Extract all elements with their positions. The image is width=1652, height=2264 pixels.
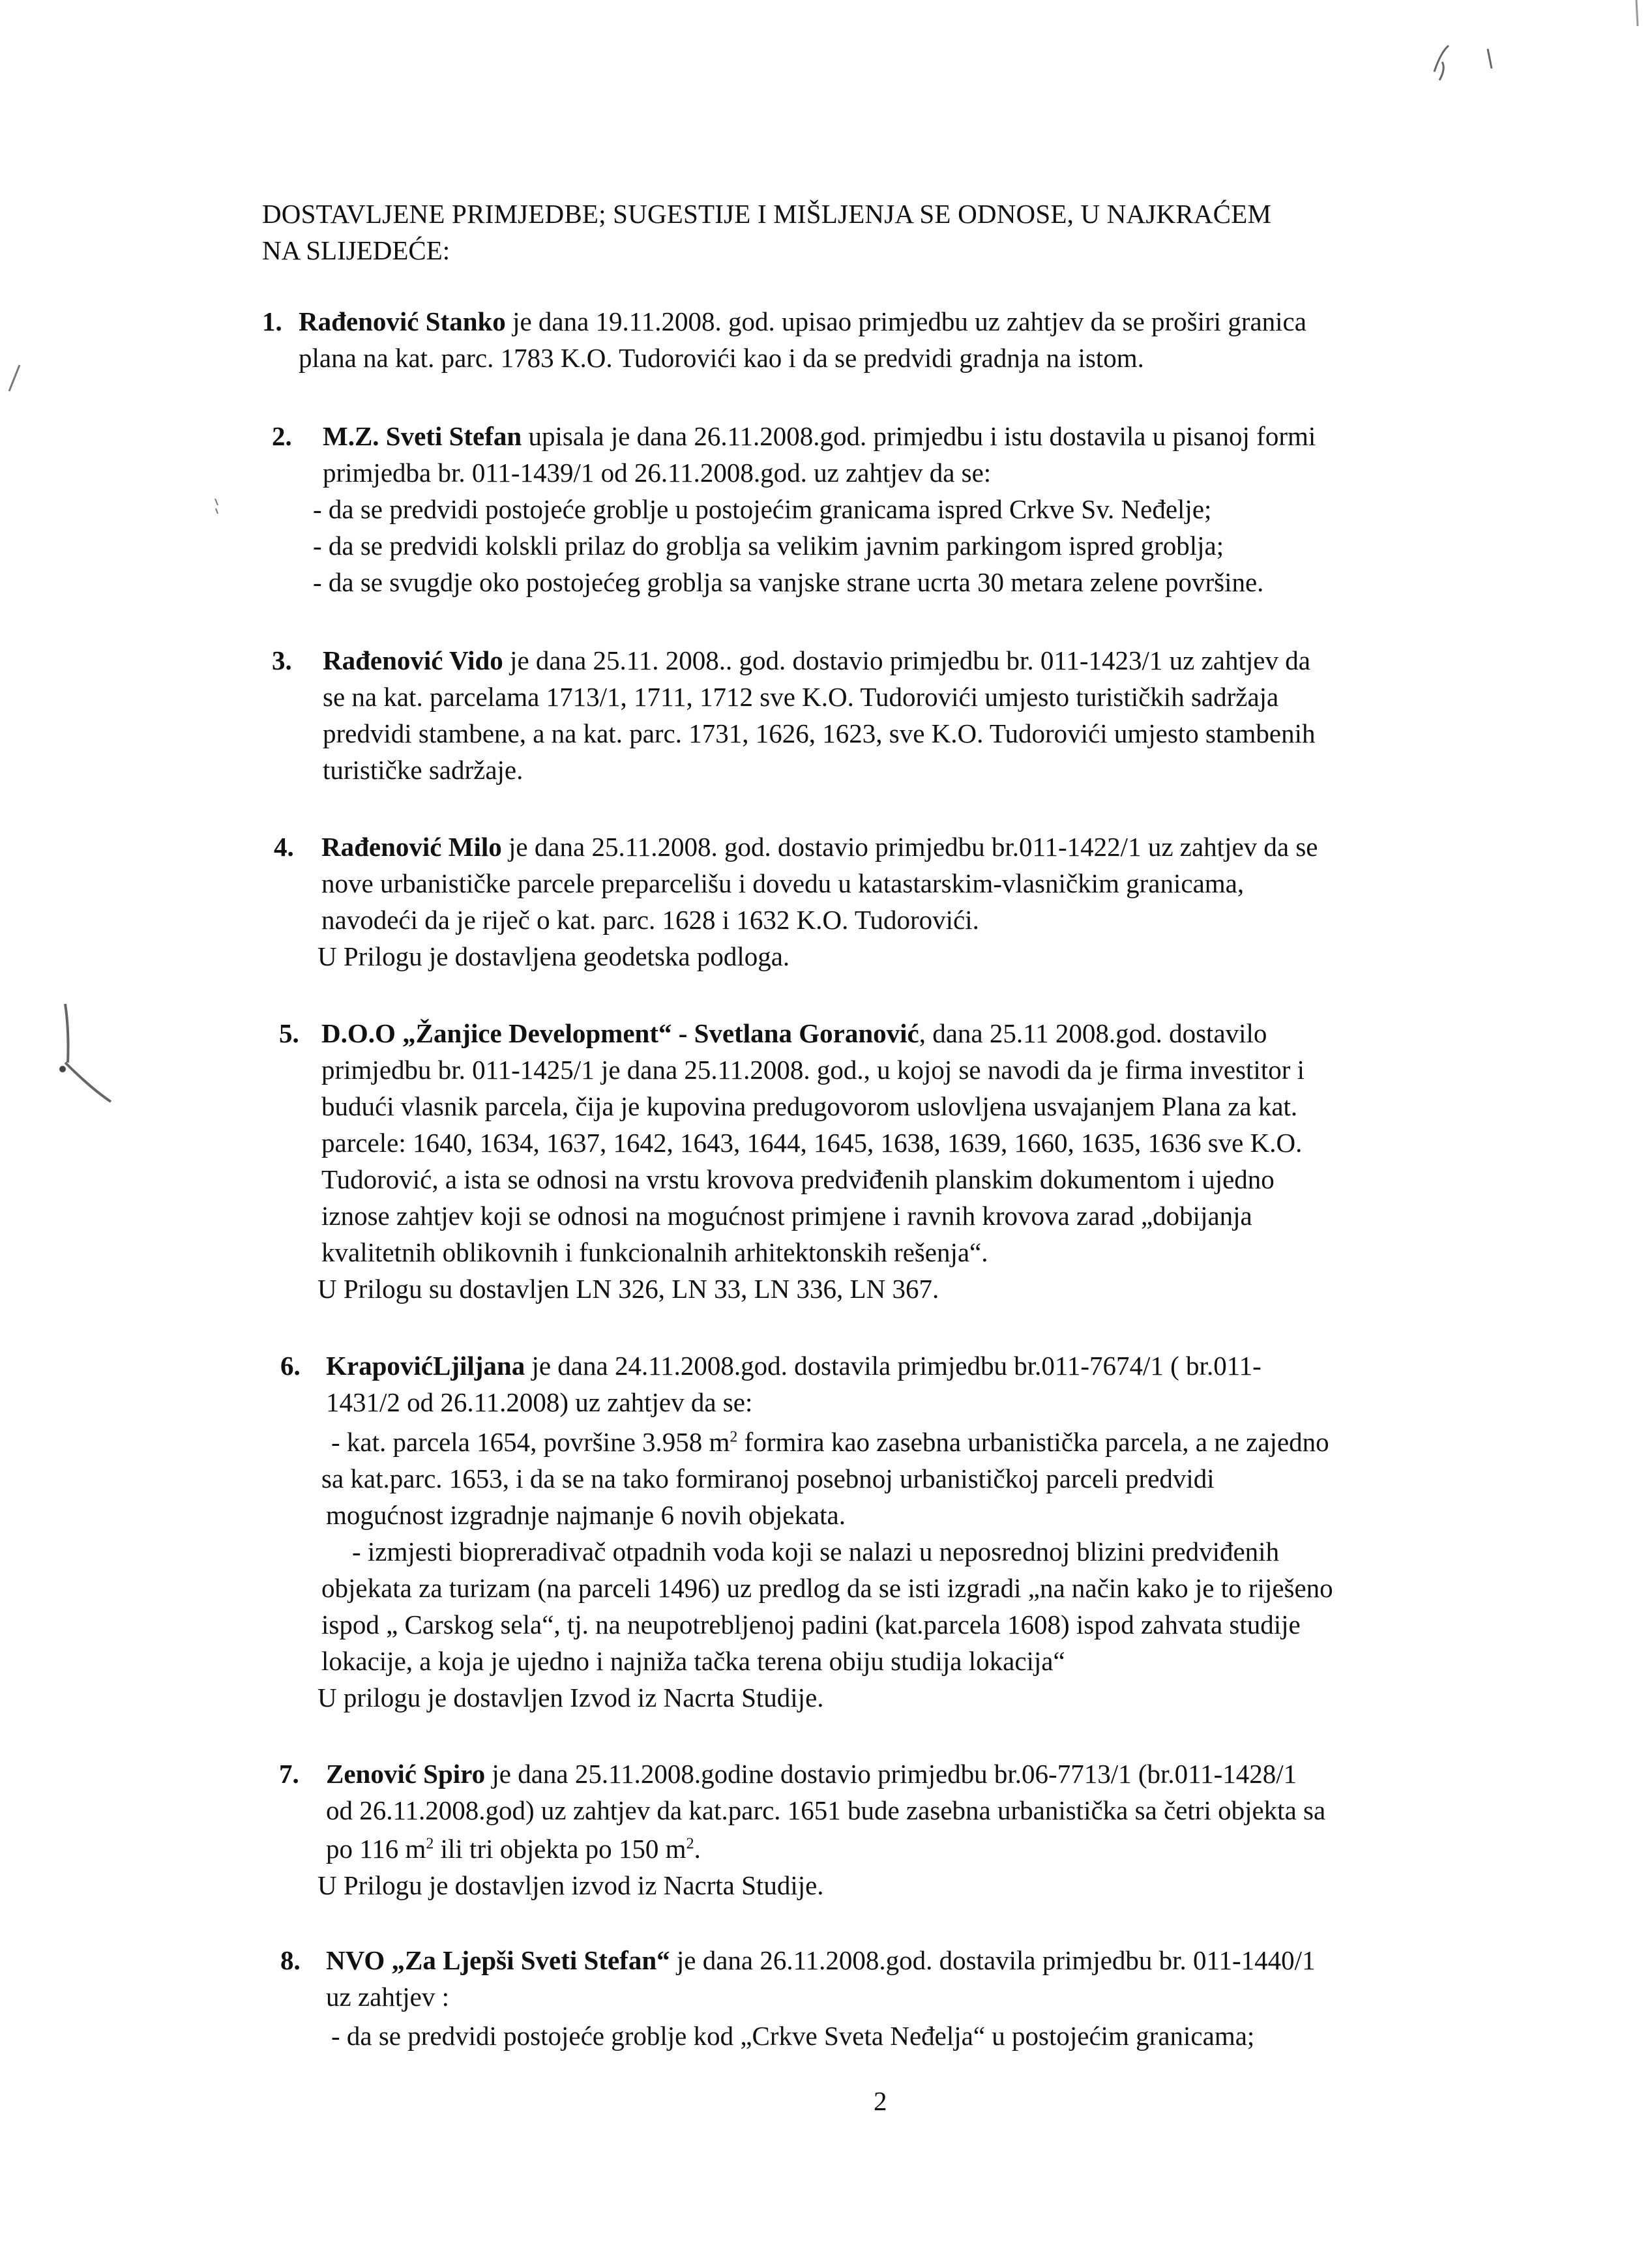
item-line: Rađenović Vido je dana 25.11. 2008.. god. dostavio primjedbu br. 011-1423/1 uz zahtjev da — [323, 645, 1310, 675]
item-line: primjedba br. 011-1439/1 od 26.11.2008.god. uz zahtjev da se: — [323, 458, 992, 488]
item-line: turističke sadržaje. — [323, 755, 524, 785]
item-line: KrapovićLjiljana je dana 24.11.2008.god. dostavila primjedbu br.011-7674/1 ( br.011- — [326, 1351, 1261, 1381]
item-line: uz zahtjev : — [326, 1982, 449, 2012]
item-line: U Prilogu su dostavljen LN 326, LN 33, LN 336, LN 367. — [317, 1274, 939, 1304]
item-name: Rađenović Stanko — [299, 306, 506, 336]
item-line: U Prilogu je dostavljen izvod iz Nacrta Studije. — [317, 1870, 824, 1900]
item-line: parcele: 1640, 1634, 1637, 1642, 1643, 1644, 1645, 1638, 1639, 1660, 1635, 1636 sve K.O. — [321, 1128, 1303, 1158]
item-line: nove urbanističke parcele preparcelišu i dovedu u katastarskim-vlasničkim granicama, — [321, 868, 1245, 898]
item-name: NVO „Za Ljepši Sveti Stefan“ — [326, 1945, 670, 1975]
item-line: - da se svugdje oko postojećeg groblja sa vanjske strane ucrta 30 metara zelene površine. — [313, 567, 1264, 597]
heading-line-2: NA SLIJEDEĆE: — [262, 235, 450, 265]
item-line: - da se predvidi postojeće groblje kod „Crkve Sveta Neđelja“ u postojećim granicama; — [331, 2021, 1255, 2051]
item-line: U Prilogu je dostavljena geodetska podloga. — [317, 941, 790, 971]
item-number: 3. — [272, 645, 292, 675]
item-line: predvidi stambene, a na kat. parc. 1731, 1626, 1623, sve K.O. Tudorovići umjesto stambenih — [323, 718, 1316, 748]
item-name: Zenović Spiro — [326, 1759, 486, 1789]
item-line: po 116 $m^2$ ili tri objekta po 150 $m^2$. — [326, 1834, 701, 1864]
page-number: 2 — [874, 2086, 887, 2116]
item-number: 7. — [279, 1759, 299, 1789]
item-line: NVO „Za Ljepši Sveti Stefan“ je dana 26.11.2008.god. dostavila primjedbu br. 011-1440/1 — [326, 1945, 1316, 1975]
item-name: D.O.O „Žanjice Development“ - Svetlana Goranović — [321, 1018, 919, 1048]
item-line: sa kat.parc. 1653, i da se na tako formiranoj posebnoj urbanističkoj parceli predvidi — [321, 1463, 1215, 1493]
item-number: 2. — [272, 421, 292, 451]
item-line: Rađenović Stanko je dana 19.11.2008. god. upisao primjedbu uz zahtjev da se proširi granica — [299, 306, 1306, 336]
item-line: U prilogu je dostavljen Izvod iz Nacrta Studije. — [317, 1683, 824, 1713]
item-line: plana na kat. parc. 1783 K.O. Tudorovići kao i da se predvidi gradnja na istom. — [299, 343, 1144, 373]
item-line: D.O.O „Žanjice Development“ - Svetlana Goranović, dana 25.11 2008.god. dostavilo — [321, 1018, 1267, 1048]
item-line: lokacije, a koja je ujedno i najniža tačka terena obiju studija lokacija“ — [321, 1646, 1065, 1676]
item-line: mogućnost izgradnje najmanje 6 novih objekata. — [326, 1500, 846, 1530]
item-line: - kat. parcela 1654, površine 3.958 $m^2$ formira kao zasebna urbanistička parcela, a ne zajedno — [331, 1427, 1329, 1457]
item-line: budući vlasnik parcela, čija je kupovina predugovorom uslovljena usvajanjem Plana za kat. — [321, 1091, 1298, 1121]
item-line: - izmjesti biopreradivač otpadnih voda koji se nalazi u neposrednoj blizini predviđenih — [352, 1536, 1280, 1566]
item-line: - da se predvidi kolskli prilaz do groblja sa velikim javnim parkingom ispred groblja; — [313, 531, 1224, 561]
item-name: KrapovićLjiljana — [326, 1351, 525, 1381]
item-line: primjedbu br. 011-1425/1 je dana 25.11.2008. god., u kojoj se navodi da je firma investitor i — [321, 1055, 1305, 1085]
item-number: 6. — [280, 1351, 301, 1381]
item-number: 1. — [262, 306, 282, 336]
item-line: M.Z. Sveti Stefan upisala je dana 26.11.2008.god. primjedbu i istu dostavila u pisanoj formi — [323, 421, 1316, 451]
item-line: iznose zahtjev koji se odnosi na mogućnost primjene i ravnih krovova zarad „dobijanja — [321, 1201, 1252, 1231]
item-name: Rađenović Milo — [321, 832, 502, 862]
item-line: Tudorović, a ista se odnosi na vrstu krovova predviđenih planskim dokumentom i ujedno — [321, 1164, 1275, 1194]
item-number: 8. — [280, 1945, 301, 1975]
item-line: navodeći da je riječ o kat. parc. 1628 i 1632 K.O. Tudorovići. — [321, 905, 979, 935]
item-line: Zenović Spiro je dana 25.11.2008.godine dostavio primjedbu br.06-7713/1 (br.011-1428/1 — [326, 1759, 1297, 1789]
item-number: 4. — [274, 832, 294, 862]
heading-line-1: DOSTAVLJENE PRIMJEDBE; SUGESTIJE I MIŠLJENJA SE ODNOSE, U NAJKRAĆEM — [262, 199, 1272, 229]
item-line: 1431/2 od 26.11.2008) uz zahtjev da se: — [326, 1387, 753, 1417]
item-name: M.Z. Sveti Stefan — [323, 421, 522, 451]
item-line: od 26.11.2008.god) uz zahtjev da kat.parc. 1651 bude zasebna urbanistička sa četri objekta sa — [326, 1795, 1326, 1825]
item-number: 5. — [279, 1018, 299, 1048]
item-name: Rađenović Vido — [323, 645, 503, 675]
item-line: Rađenović Milo je dana 25.11.2008. god. dostavio primjedbu br.011-1422/1 uz zahtjev da se — [321, 832, 1318, 862]
item-line: ispod „ Carskog sela“, tj. na neupotrebljenoj padini (kat.parcela 1608) ispod zahvata studije — [321, 1610, 1301, 1639]
item-line: - da se predvidi postojeće groblje u postojećim granicama ispred Crkve Sv. Neđelje; — [313, 494, 1212, 524]
item-line: objekata za turizam (na parceli 1496) uz predlog da se isti izgradi „na način kako je to riješeno — [321, 1573, 1333, 1603]
item-line: se na kat. parcelama 1713/1, 1711, 1712 sve K.O. Tudorovići umjesto turističkih sadržaja — [323, 682, 1279, 712]
item-line: kvalitetnih oblikovnih i funkcionalnih arhitektonskih rešenja“. — [321, 1237, 988, 1267]
